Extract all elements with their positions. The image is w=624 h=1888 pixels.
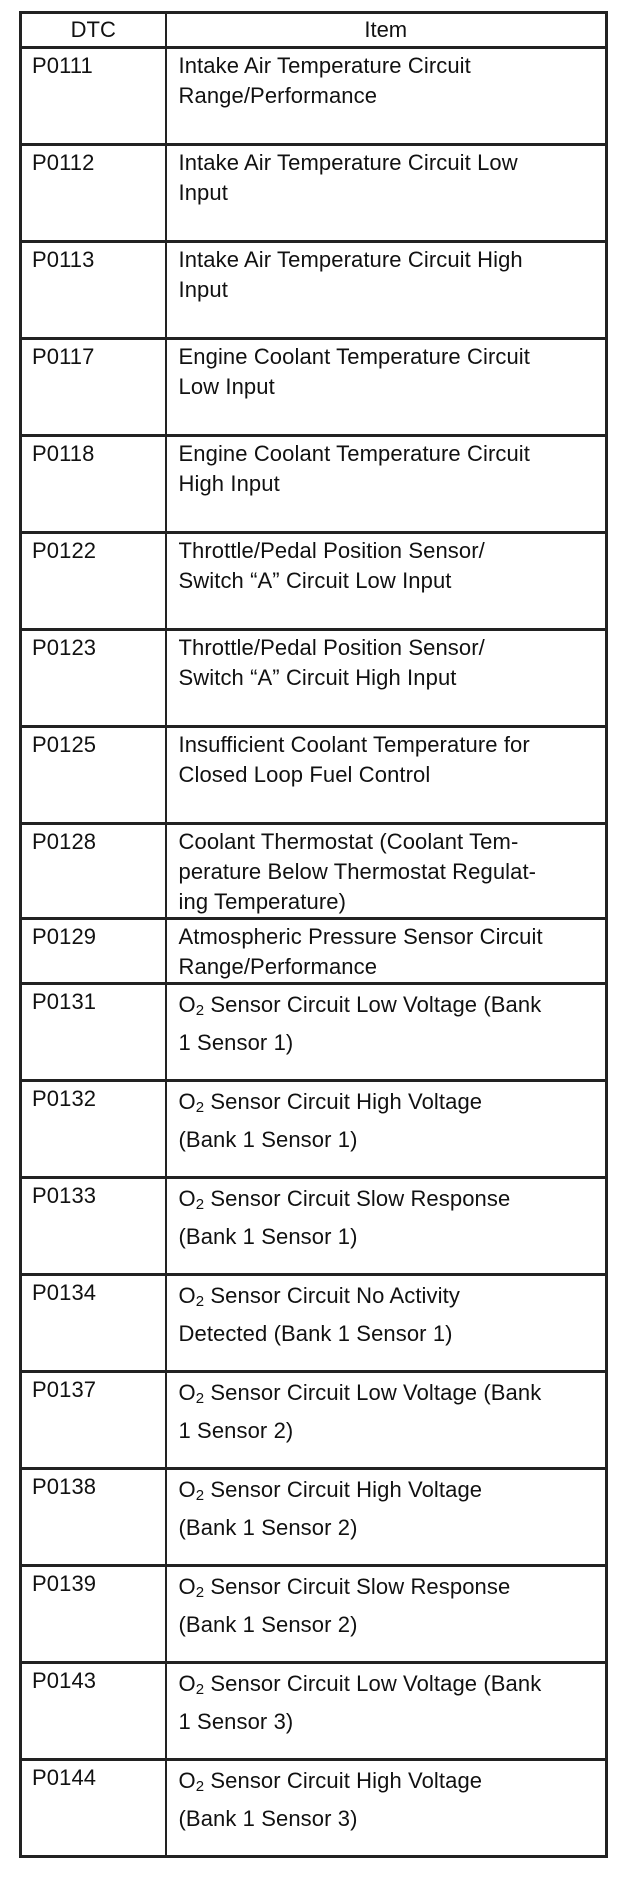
- item-line-text: Sensor Circuit Low Voltage (Bank: [204, 992, 542, 1017]
- dtc-code-cell: P0137: [21, 1372, 166, 1469]
- item-line: Range/Performance: [178, 954, 378, 979]
- oxygen-subscript: 2: [195, 1099, 205, 1116]
- item-description-cell: [166, 630, 607, 727]
- table-row: [21, 145, 607, 242]
- item-line: Range/Performance: [178, 83, 378, 108]
- item-description-cell: [166, 1760, 607, 1857]
- item-description-cell: [166, 1178, 607, 1275]
- item-line: (Bank 1 Sensor 3): [178, 1806, 358, 1831]
- dtc-code-cell: P0131: [21, 984, 166, 1081]
- item-line: Closed Loop Fuel Control: [178, 762, 431, 787]
- item-description-cell: [166, 1372, 607, 1469]
- dtc-code-cell: P0125: [21, 727, 166, 824]
- table-body: [21, 48, 607, 1857]
- oxygen-subscript: 2: [195, 1293, 205, 1310]
- dtc-code-cell: P0134: [21, 1275, 166, 1372]
- item-line: High Input: [178, 471, 280, 496]
- item-line-text: Sensor Circuit Low Voltage (Bank: [204, 1671, 542, 1696]
- item-line: Intake Air Temperature Circuit Low: [178, 150, 518, 175]
- item-description-cell: [166, 48, 607, 145]
- table-row: [21, 1275, 607, 1372]
- table-row: [21, 630, 607, 727]
- item-line: 1 Sensor 3): [178, 1709, 294, 1734]
- dtc-code-cell: P0143: [21, 1663, 166, 1760]
- item-line: Switch “A” Circuit High Input: [178, 665, 457, 690]
- dtc-code-cell: P0113: [21, 242, 166, 339]
- oxygen-symbol: O: [178, 1574, 196, 1599]
- item-line: (Bank 1 Sensor 2): [178, 1612, 358, 1637]
- item-line: [179, 1472, 596, 1510]
- item-description-cell: [166, 984, 607, 1081]
- oxygen-subscript: 2: [195, 1390, 205, 1407]
- table-row: [21, 824, 607, 919]
- item-line: Atmospheric Pressure Sensor Circuit: [178, 924, 543, 949]
- item-line: Throttle/Pedal Position Sensor/: [178, 635, 485, 660]
- item-line: Input: [178, 180, 228, 205]
- item-line: Switch “A” Circuit Low Input: [178, 568, 452, 593]
- dtc-code-cell: P0112: [21, 145, 166, 242]
- oxygen-symbol: O: [178, 1283, 196, 1308]
- item-description-cell: [166, 1081, 607, 1178]
- oxygen-subscript: 2: [195, 1584, 205, 1601]
- item-line: [179, 987, 596, 1025]
- table-row: [21, 1663, 607, 1760]
- item-line: [179, 1763, 596, 1801]
- item-line: [179, 1084, 596, 1122]
- item-line-text: Sensor Circuit No Activity: [204, 1283, 460, 1308]
- table-row: [21, 48, 607, 145]
- oxygen-symbol: O: [178, 1380, 196, 1405]
- dtc-code-cell: P0133: [21, 1178, 166, 1275]
- item-line: [179, 1666, 596, 1704]
- oxygen-symbol: O: [178, 992, 196, 1017]
- item-line-text: Sensor Circuit Slow Response: [204, 1186, 511, 1211]
- item-line: perature Below Thermostat Regulat-: [178, 859, 537, 884]
- table-row: [21, 1469, 607, 1566]
- table-row: [21, 984, 607, 1081]
- item-description-cell: [166, 1469, 607, 1566]
- item-line: [179, 1375, 596, 1413]
- oxygen-symbol: O: [178, 1477, 196, 1502]
- item-line: Coolant Thermostat (Coolant Tem-: [178, 829, 519, 854]
- item-line: Throttle/Pedal Position Sensor/: [178, 538, 485, 563]
- item-description-cell: [166, 1663, 607, 1760]
- oxygen-symbol: O: [178, 1186, 196, 1211]
- dtc-code-cell: P0128: [21, 824, 166, 919]
- item-description-cell: [166, 1275, 607, 1372]
- item-line: Low Input: [178, 374, 275, 399]
- dtc-code-cell: P0118: [21, 436, 166, 533]
- oxygen-symbol: O: [178, 1768, 196, 1793]
- table-row: [21, 1566, 607, 1663]
- oxygen-symbol: O: [178, 1089, 196, 1114]
- dtc-code-cell: P0122: [21, 533, 166, 630]
- table-header-row: [21, 13, 607, 48]
- oxygen-subscript: 2: [195, 1778, 205, 1795]
- column-header-item: Item: [166, 13, 607, 48]
- item-description-cell: [166, 919, 607, 984]
- table-row: [21, 1372, 607, 1469]
- table-row: [21, 1178, 607, 1275]
- item-line-text: Sensor Circuit High Voltage: [204, 1477, 483, 1502]
- oxygen-subscript: 2: [195, 1196, 205, 1213]
- oxygen-subscript: 2: [195, 1681, 205, 1698]
- item-description-cell: [166, 533, 607, 630]
- table-row: [21, 436, 607, 533]
- item-description-cell: [166, 1566, 607, 1663]
- item-line: (Bank 1 Sensor 2): [178, 1515, 358, 1540]
- table-row: [21, 242, 607, 339]
- item-line: Insufficient Coolant Temperature for: [178, 732, 530, 757]
- item-line-text: Sensor Circuit High Voltage: [204, 1768, 483, 1793]
- dtc-code-cell: P0139: [21, 1566, 166, 1663]
- oxygen-symbol: O: [178, 1671, 196, 1696]
- item-line: (Bank 1 Sensor 1): [178, 1127, 358, 1152]
- dtc-code-cell: P0123: [21, 630, 166, 727]
- dtc-code-cell: P0111: [21, 48, 166, 145]
- item-description-cell: [166, 145, 607, 242]
- item-line: 1 Sensor 1): [178, 1030, 294, 1055]
- item-line: 1 Sensor 2): [178, 1418, 294, 1443]
- oxygen-subscript: 2: [195, 1002, 205, 1019]
- item-line-text: Sensor Circuit High Voltage: [204, 1089, 483, 1114]
- dtc-code-cell: P0129: [21, 919, 166, 984]
- item-line: Input: [178, 277, 228, 302]
- item-line: [179, 1181, 596, 1219]
- item-line-text: Sensor Circuit Slow Response: [204, 1574, 511, 1599]
- oxygen-subscript: 2: [195, 1487, 205, 1504]
- item-line: Engine Coolant Temperature Circuit: [178, 441, 531, 466]
- dtc-table: [19, 11, 608, 1858]
- dtc-code-cell: P0117: [21, 339, 166, 436]
- item-line: [179, 1278, 596, 1316]
- item-description-cell: [166, 242, 607, 339]
- item-line: Intake Air Temperature Circuit High: [178, 247, 523, 272]
- item-description-cell: [166, 727, 607, 824]
- item-line: Detected (Bank 1 Sensor 1): [178, 1321, 453, 1346]
- dtc-code-cell: P0144: [21, 1760, 166, 1857]
- item-line: Intake Air Temperature Circuit: [178, 53, 471, 78]
- item-line-text: Sensor Circuit Low Voltage (Bank: [204, 1380, 542, 1405]
- item-line: (Bank 1 Sensor 1): [178, 1224, 358, 1249]
- table-row: [21, 1081, 607, 1178]
- column-header-dtc: DTC: [21, 13, 166, 48]
- table-row: [21, 727, 607, 824]
- table-row: [21, 339, 607, 436]
- dtc-code-cell: P0138: [21, 1469, 166, 1566]
- item-description-cell: [166, 339, 607, 436]
- item-line: ing Temperature): [178, 889, 347, 914]
- item-description-cell: [166, 824, 607, 919]
- dtc-code-cell: P0132: [21, 1081, 166, 1178]
- item-description-cell: [166, 436, 607, 533]
- table-row: [21, 1760, 607, 1857]
- item-line: Engine Coolant Temperature Circuit: [178, 344, 531, 369]
- item-line: [179, 1569, 596, 1607]
- table-row: [21, 533, 607, 630]
- table-row: [21, 919, 607, 984]
